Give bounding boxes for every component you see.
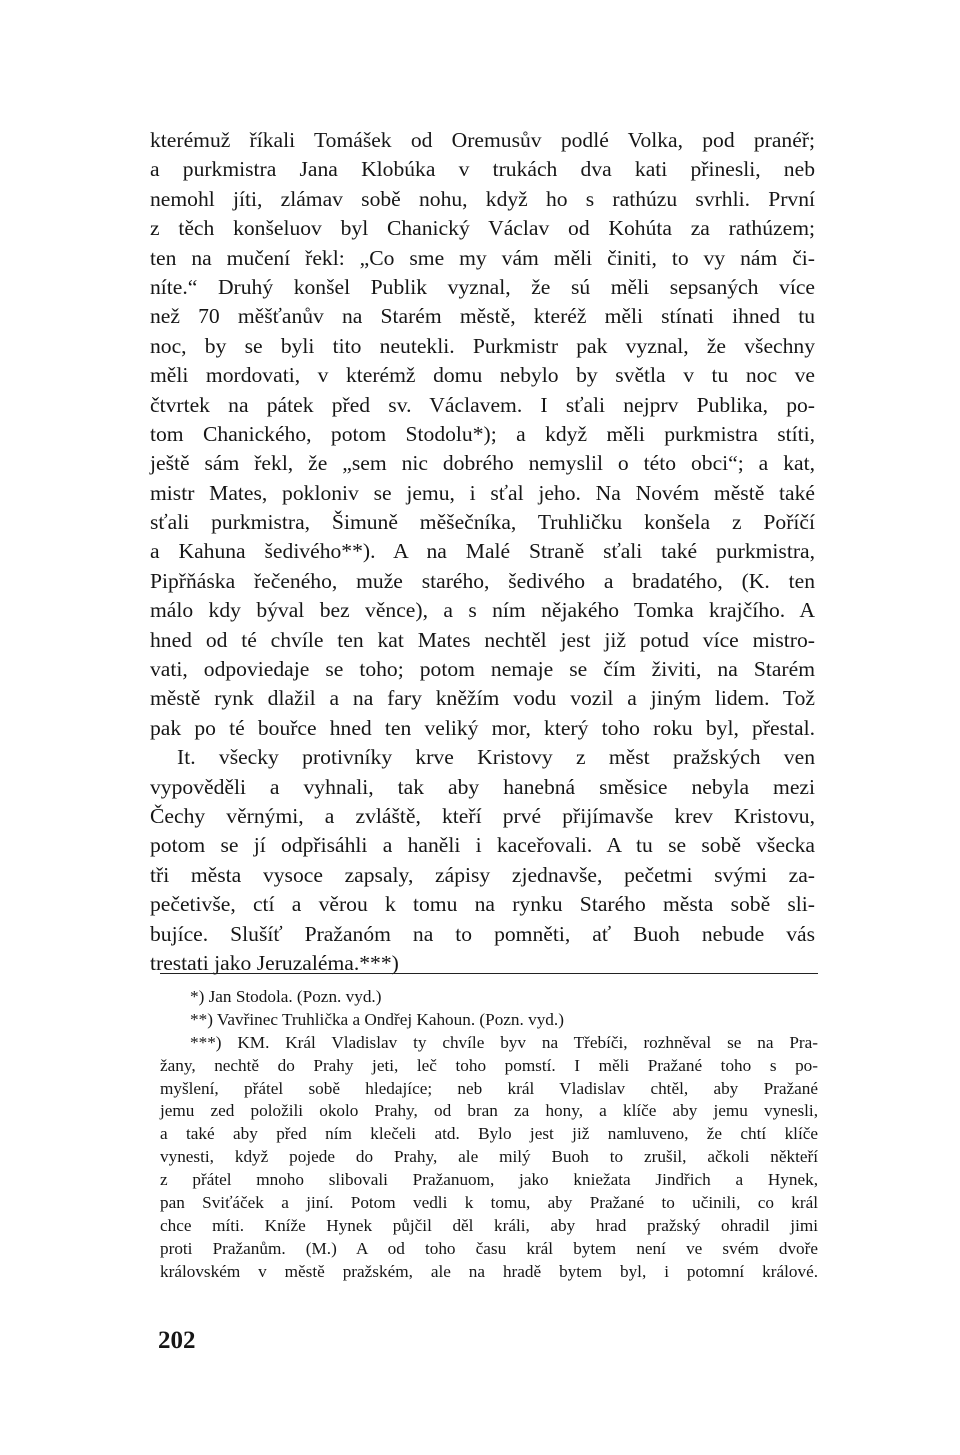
text-line: nemohl jíti, zlámav sobě nohu, když ho s rathúzu svrhli. První [150, 186, 815, 211]
text-line: měli mordovati, v kterémž domu nebylo by světla v tu noc ve [150, 363, 815, 388]
text-line: ještě sám řekl, že „sem nic dobrého nemyslil o této obci“; a kat, [150, 451, 815, 476]
text-line: z těch konšeluov byl Chanický Václav od Kohúta za rathúzem; [150, 216, 815, 241]
text-line: sťali purkmistra, Šimuně měšečníka, Truhličku konšela z Poříčí [150, 510, 815, 535]
text-line: ten na mučení řekl: „Co sme my vám měli činiti, to vy nám či- [150, 245, 815, 270]
footnote-line: vynesti, když pojede do Prahy, ale milý Buoh to zrušil, ačkoli někteří [160, 1147, 818, 1167]
text-line: pak po té bouřce hned ten veliký mor, který toho roku byl, přestal. [150, 715, 815, 740]
main-text [150, 126, 815, 978]
text-line: bujíce. Slušíť Pražanóm na to pomněti, ať Buoh nebude vás [150, 921, 815, 946]
footnote-3 [160, 1032, 818, 1284]
footnote-1: *) Jan Stodola. (Pozn. vyd.) [190, 987, 382, 1006]
text-line: mistr Mates, pokloniv se jemu, i sťal jeho. Na Novém městě také [150, 480, 815, 505]
text-line: málo kdy býval bez věnce), a s ním nějakého Tomka krajčího. A [150, 598, 815, 623]
page-number: 202 [158, 1327, 196, 1354]
text-line: tři města vysoce zapsaly, zápisy zjednavše, pečetmi svými za- [150, 862, 815, 887]
footnote-line: a také aby před ním klečeli atd. Bylo jest již namluveno, že chtí klíče [160, 1124, 818, 1144]
text-line: pečetivše, ctí a věrou k tomu na rynku Starého města sobě sli- [150, 892, 815, 917]
text-line: It. všecky protivníky krve Kristovy z měst pražských ven [177, 745, 815, 770]
footnote-line: z přátel mnoho slibovali Pražanuom, jako kniežata Jindřich a Hynek, [160, 1170, 818, 1190]
text-line: tom Chanického, potom Stodolu*); a když měli purkmistra stíti, [150, 421, 815, 446]
footnotes [160, 986, 818, 1284]
text-line: než 70 měšťanův na Starém městě, kteréž měli stínati ihned tu [150, 304, 815, 329]
footnote-line: chce míti. Kníže Hynek půjčil děl králi, aby hrad pražský ohradil jimi [160, 1215, 818, 1235]
footnote-line: myšlení, přátel sobě hledajíce; neb král Vladislav chtěl, aby Pražané [160, 1078, 818, 1098]
footnote-line: ***) KM. Král Vladislav ty chvíle byv na Třebíči, rozhněval se na Pra- [190, 1032, 818, 1052]
text-line: noc, by se byli tito neutekli. Purkmistr pak vyznal, že všechny [150, 333, 815, 358]
text-line: hned od té chvíle ten kat Mates nechtěl jest již potud více mistro- [150, 627, 815, 652]
text-line: a purkmistra Jana Klobúka v trukách dva kati přinesli, neb [150, 157, 815, 182]
footnote-line: jemu zed položili okolo Prahy, od bran za hony, a klíče aby jemu vynesli, [160, 1101, 818, 1121]
footnote-line: žany, nechtě do Prahy jeti, leč toho pomstí. I měli Pražané toho s po- [160, 1055, 818, 1075]
footnote-2: **) Vavřinec Truhlička a Ondřej Kahoun. (Pozn. vyd.) [190, 1009, 564, 1029]
footnote-line: královském v městě pražském, ale na hradě bytem byl, i potomní králové. [160, 1261, 818, 1281]
text-line: vati, odpoviedaje se toho; potom nemaje se čím živiti, na Starém [150, 657, 815, 682]
text-line: kterémuž říkali Tomášek od Oremusův podlé Volka, pod pranéř; [150, 128, 815, 152]
text-line: potom se jí odpřisáhli a haněli i kaceřovali. A tu se sobě všecka [150, 833, 815, 858]
text-line: městě rynk dlažil a na fary kněžím vodu vozil a jiným lidem. Tož [150, 686, 815, 711]
text-line: vypověděli a vyhnali, tak aby hanebná směsice nebyla mezi [150, 774, 815, 799]
text-line: níte.“ Druhý konšel Publik vyznal, že sú měli sepsaných více [150, 274, 815, 299]
text-line: Čechy věrnými, a zvláště, kteří prvé přijímavše krev Kristovu, [150, 803, 815, 828]
footnote-line: proti Pražanům. (M.) A od toho času král bytem není ve svém dvoře [160, 1238, 818, 1258]
text-line: čtvrtek na pátek před sv. Václavem. I sťali nejprv Publika, po- [150, 392, 815, 417]
text-line: a Kahuna šedivého**). A na Malé Straně sťali také purkmistra, [150, 539, 815, 564]
text-line: trestati jako Jeruzaléma.***) [150, 950, 399, 975]
page-body [150, 126, 815, 978]
text-line: Pipřňáska řečeného, muže starého, šedivého a bradatého, (K. ten [150, 568, 815, 593]
footnote-line: pan Sviťáček a jiní. Potom vedli k tomu, aby Pražané to učinili, co král [160, 1193, 818, 1213]
footnote-divider [160, 973, 818, 974]
